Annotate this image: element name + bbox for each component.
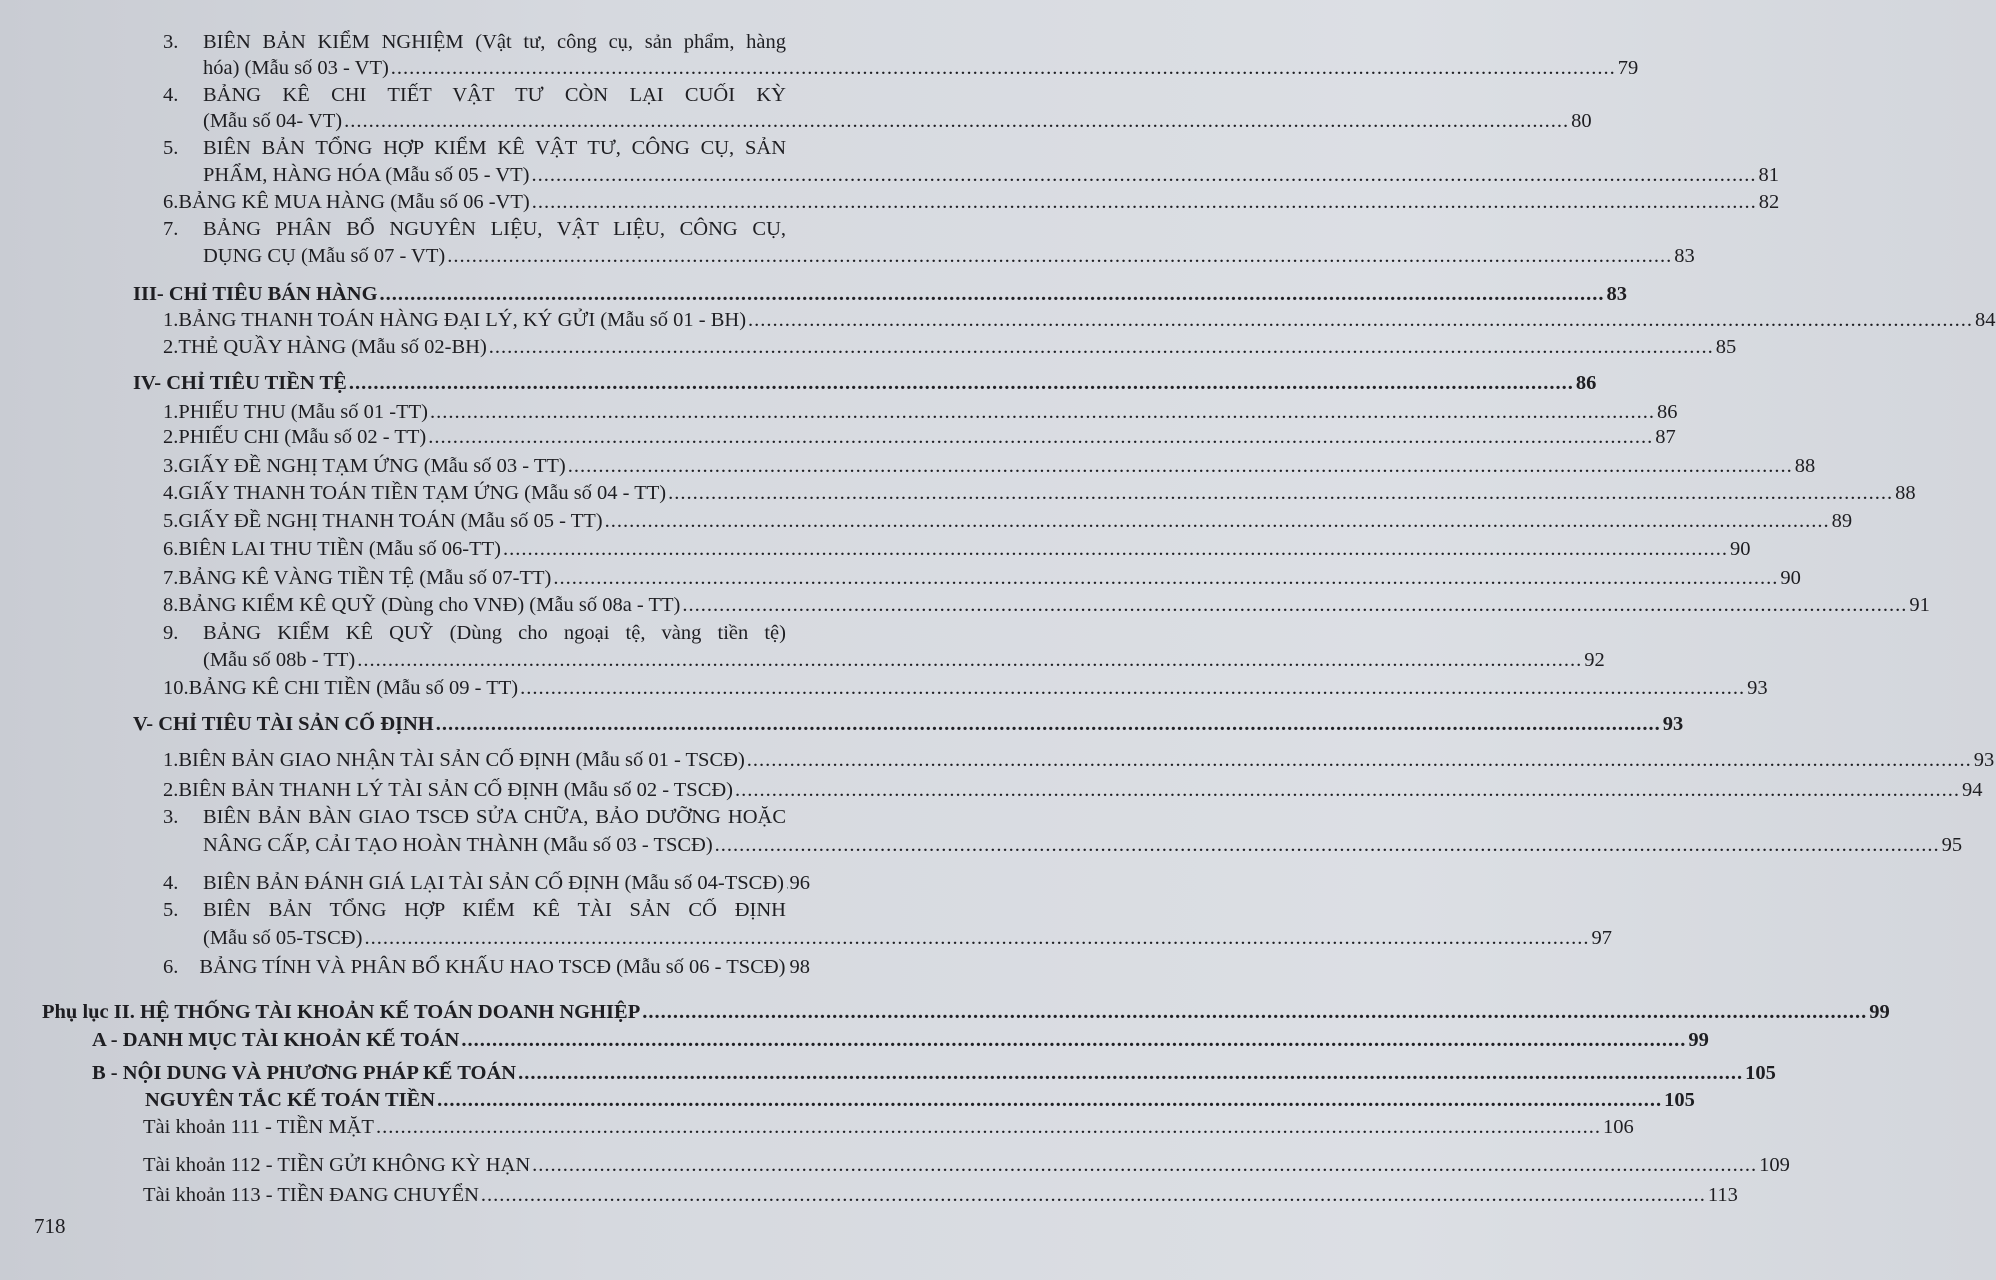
dot-leader: ........................................................................................................................................................................................................ <box>531 191 1757 213</box>
entry-title: V- CHỈ TIÊU TÀI SẢN CỐ ĐỊNH <box>133 713 434 735</box>
entry-page-number: 98 <box>789 956 810 978</box>
entry-number: 1. <box>163 309 179 331</box>
entry-title: BẢNG KIỂM KÊ QUỸ (Dùng cho ngoại tệ, vàng tiền tệ) <box>203 622 786 644</box>
entry-number: 5. <box>163 899 179 921</box>
entry-page-number: 86 <box>1575 372 1597 394</box>
entry-title: BẢNG KÊ CHI TIỀN (Mẫu số 09 - TT) <box>188 677 519 699</box>
entry-title: GIẤY ĐỀ NGHỊ THANH TOÁN (Mẫu số 05 - TT) <box>178 510 603 532</box>
entry-number: 4. <box>163 84 179 106</box>
entry-title: BẢNG KIỂM KÊ QUỸ (Dùng cho VNĐ) (Mẫu số 08a - TT) <box>178 594 681 616</box>
dot-leader: ........................................................................................................................................................................................................ <box>668 482 1894 504</box>
dot-leader: ........................................................................................................................................................................................................ <box>748 309 1974 331</box>
dot-leader: ........................................................................................................................................................................................................ <box>746 749 1972 771</box>
entry-page-number: 109 <box>1759 1154 1790 1176</box>
entry-title: IV- CHỈ TIÊU TIỀN TỆ <box>133 372 347 394</box>
entry-title: BẢNG KÊ VÀNG TIỀN TỆ (Mẫu số 07-TT) <box>178 567 552 589</box>
entry-number: 1. <box>163 401 179 423</box>
dot-leader: ........................................................................................................................................................................................................ <box>447 245 1673 267</box>
dot-leader: ........................................................................................................................................................................................................ <box>480 1184 1706 1206</box>
toc-entry-line <box>163 620 786 646</box>
entry-page-number: 99 <box>1869 1001 1890 1023</box>
toc-entry-line <box>133 711 1684 737</box>
entry-page-number: 83 <box>1674 245 1695 267</box>
dot-leader: ........................................................................................................................................................................................................ <box>531 164 1757 186</box>
entry-title: Phụ lục II. HỆ THỐNG TÀI KHOẢN KẾ TOÁN DOANH NGHIỆP <box>42 1001 641 1023</box>
entry-number: 3. <box>163 806 179 828</box>
entry-number: 4. <box>163 872 179 894</box>
entry-page-number: 105 <box>1664 1089 1695 1111</box>
toc-entry-line <box>163 399 1678 425</box>
dot-leader: ........................................................................................................................................................................................................ <box>437 1089 1663 1111</box>
entry-number: 3. <box>163 455 179 477</box>
toc-entry-line <box>163 592 1930 618</box>
toc-entry-line <box>133 281 1628 307</box>
entry-page-number: 94 <box>1962 779 1983 801</box>
entry-page-number: 93 <box>1662 713 1684 735</box>
entry-page-number: 99 <box>1688 1029 1709 1051</box>
dot-leader: ........................................................................................................................................................................................................ <box>461 1029 1687 1051</box>
entry-title: GIẤY THANH TOÁN TIỀN TẠM ỨNG (Mẫu số 04 - TT) <box>178 482 667 504</box>
toc-entry-line <box>163 307 1996 333</box>
toc-entry-line <box>163 424 1676 450</box>
toc-entry-line <box>203 55 1639 81</box>
toc-entry-line <box>163 565 1801 591</box>
dot-leader: ........................................................................................................................................................................................................ <box>357 649 1583 671</box>
toc-entry-line <box>203 925 1612 951</box>
entry-page-number: 81 <box>1758 164 1779 186</box>
entry-title: Tài khoản 112 - TIỀN GỬI KHÔNG KỲ HẠN <box>143 1154 531 1176</box>
entry-page-number: 93 <box>1747 677 1768 699</box>
entry-title: BIÊN BẢN KIỂM NGHIỆM (Vật tư, công cụ, sản phẩm, hàng <box>203 31 786 53</box>
dot-leader: ........................................................................................................................................................................................................ <box>553 567 1779 589</box>
toc-entry-line <box>163 334 1737 360</box>
toc-entry-line <box>92 1027 1709 1053</box>
entry-page-number: 93 <box>1973 749 1995 771</box>
toc-entry-line <box>163 954 810 980</box>
entry-number: 4. <box>163 482 179 504</box>
entry-number: 7. <box>163 218 179 240</box>
entry-title: B - NỘI DUNG VÀ PHƯƠNG PHÁP KẾ TOÁN <box>92 1062 517 1084</box>
toc-entry-line <box>163 216 786 242</box>
entry-title: GIẤY ĐỀ NGHỊ TẠM ỨNG (Mẫu số 03 - TT) <box>178 455 566 477</box>
toc-entry-line <box>163 29 786 55</box>
entry-page-number: 96 <box>789 872 810 894</box>
entry-title: BẢNG TÍNH VÀ PHÂN BỔ KHẤU HAO TSCĐ (Mẫu số 06 - TSCĐ) <box>199 956 786 978</box>
dot-leader: ........................................................................................................................................................................................................ <box>348 372 1574 394</box>
entry-page-number: 97 <box>1591 927 1612 949</box>
entry-number: 2. <box>163 779 179 801</box>
dot-leader: ........................................................................................................................................................................................................ <box>429 401 1655 423</box>
toc-entry-line <box>163 453 1816 479</box>
entry-number: 5. <box>163 510 179 532</box>
dot-leader: ........................................................................................................................................................................................................ <box>518 1062 1744 1084</box>
entry-page-number: 113 <box>1707 1184 1738 1206</box>
toc-entry-line <box>203 162 1779 188</box>
entry-number: 2. <box>163 426 179 448</box>
entry-title: Tài khoản 113 - TIỀN ĐANG CHUYỂN <box>143 1184 479 1206</box>
entry-title: PHẨM, HÀNG HÓA (Mẫu số 05 - VT) <box>203 164 530 186</box>
entry-title: BIÊN LAI THU TIỀN (Mẫu số 06-TT) <box>178 538 501 560</box>
dot-leader: ........................................................................................................................................................................................................ <box>642 1001 1868 1023</box>
entry-page-number: 84 <box>1975 309 1996 331</box>
entry-number: 9. <box>163 622 179 644</box>
toc-entry-line <box>145 1087 1695 1113</box>
entry-page-number: 90 <box>1780 567 1801 589</box>
entry-page-number: 105 <box>1745 1062 1776 1084</box>
entry-number: 2. <box>163 336 179 358</box>
toc-entry-line <box>163 536 1751 562</box>
toc-entry-line <box>143 1182 1738 1208</box>
toc-entry-line <box>163 747 1995 773</box>
dot-leader: ........................................................................................................................................................................................................ <box>428 426 1654 448</box>
dot-leader: ........................................................................................................................................................................................................ <box>435 713 1661 735</box>
entry-title: hóa) (Mẫu số 03 - VT) <box>203 57 389 79</box>
dot-leader: ........................................................................................................................................................................................................ <box>682 594 1908 616</box>
entry-number: 6. <box>163 956 179 978</box>
toc-entry-line <box>203 108 1592 134</box>
entry-page-number: 88 <box>1895 482 1916 504</box>
dot-leader: ........................................................................................................................................................................................................ <box>503 538 1728 560</box>
toc-entry-line <box>163 870 810 896</box>
dot-leader: ........................................................................................................................................................................................................ <box>344 110 1570 132</box>
entry-page-number: 89 <box>1831 510 1853 532</box>
entry-page-number: 90 <box>1730 538 1751 560</box>
toc-entry-line <box>163 777 1983 803</box>
entry-title: BIÊN BẢN GIAO NHẬN TÀI SẢN CỐ ĐỊNH (Mẫu số 01 - TSCĐ) <box>178 749 745 771</box>
entry-page-number: 87 <box>1655 426 1676 448</box>
toc-entry-line <box>163 480 1916 506</box>
entry-page-number: 79 <box>1617 57 1639 79</box>
entry-title: PHIẾU CHI (Mẫu số 02 - TT) <box>178 426 427 448</box>
entry-title: NÂNG CẤP, CẢI TẠO HOÀN THÀNH (Mẫu số 03 - TSCĐ) <box>203 834 713 856</box>
toc-entry-line <box>143 1114 1634 1140</box>
toc-entry-line <box>163 897 786 923</box>
toc-entry-line <box>203 243 1695 269</box>
entry-number: 6. <box>163 538 179 560</box>
dot-leader: ........................................................................................................................................................................................................ <box>364 927 1590 949</box>
entry-page-number: 88 <box>1794 455 1816 477</box>
entry-title: A - DANH MỤC TÀI KHOẢN KẾ TOÁN <box>92 1029 460 1051</box>
dot-leader: ........................................................................................................................................................................................................ <box>520 677 1746 699</box>
toc-entry-line <box>163 189 1780 215</box>
toc-entry-line <box>203 832 1963 858</box>
toc-entry-line <box>163 804 786 830</box>
entry-title: BIÊN BẢN ĐÁNH GIÁ LẠI TÀI SẢN CỐ ĐỊNH (Mẫu số 04-TSCĐ) <box>203 872 784 894</box>
dot-leader <box>786 870 788 896</box>
dot-leader: ........................................................................................................................................................................................................ <box>379 283 1605 305</box>
dot-leader: ........................................................................................................................................................................................................ <box>714 834 1940 856</box>
dot-leader: ........................................................................................................................................................................................................ <box>604 510 1830 532</box>
entry-number: 10. <box>163 677 189 699</box>
entry-title: III- CHỈ TIÊU BÁN HÀNG <box>133 283 378 305</box>
toc-entry-line <box>163 82 786 108</box>
entry-title: (Mẫu số 04- VT) <box>203 110 343 132</box>
toc-entry-line <box>92 1060 1776 1086</box>
entry-title: Tài khoản 111 - TIỀN MẶT <box>143 1116 374 1138</box>
entry-number: 3. <box>163 31 179 53</box>
entry-page-number: 80 <box>1571 110 1592 132</box>
entry-title: BẢNG KÊ MUA HÀNG (Mẫu số 06 -VT) <box>178 191 530 213</box>
entry-number: 7. <box>163 567 179 589</box>
toc-entry-line <box>133 370 1597 396</box>
dot-leader: ........................................................................................................................................................................................................ <box>532 1154 1758 1176</box>
dot-leader: ........................................................................................................................................................................................................ <box>390 57 1616 79</box>
entry-page-number: 106 <box>1602 1116 1634 1138</box>
entry-title: DỤNG CỤ (Mẫu số 07 - VT) <box>203 245 446 267</box>
entry-page-number: 92 <box>1584 649 1605 671</box>
page-number: 718 <box>34 1214 66 1238</box>
entry-number: 6. <box>163 191 179 213</box>
entry-page-number: 83 <box>1606 283 1628 305</box>
dot-leader: ........................................................................................................................................................................................................ <box>567 455 1793 477</box>
entry-title: BIÊN BẢN TỔNG HỢP KIỂM KÊ TÀI SẢN CỐ ĐỊNH <box>203 899 786 921</box>
entry-number: 1. <box>163 749 179 771</box>
dot-leader: ........................................................................................................................................................................................................ <box>735 779 1961 801</box>
entry-title: BẢNG KÊ CHI TIẾT VẬT TƯ CÒN LẠI CUỐI KỲ <box>203 84 786 106</box>
entry-title: BẢNG THANH TOÁN HÀNG ĐẠI LÝ, KÝ GỬI (Mẫu số 01 - BH) <box>178 309 747 331</box>
entry-page-number: 82 <box>1758 191 1780 213</box>
entry-page-number: 95 <box>1941 834 1963 856</box>
entry-number: 5. <box>163 137 179 159</box>
entry-page-number: 85 <box>1715 336 1737 358</box>
dot-leader: ........................................................................................................................................................................................................ <box>375 1116 1601 1138</box>
dot-leader: ........................................................................................................................................................................................................ <box>488 336 1714 358</box>
entry-number: 8. <box>163 594 179 616</box>
entry-title: (Mẫu số 08b - TT) <box>203 649 356 671</box>
entry-title: BẢNG PHÂN BỔ NGUYÊN LIỆU, VẬT LIỆU, CÔNG CỤ, <box>203 218 786 240</box>
entry-title: (Mẫu số 05-TSCĐ) <box>203 927 363 949</box>
toc-entry-line <box>163 135 786 161</box>
entry-page-number: 86 <box>1656 401 1678 423</box>
entry-page-number: 91 <box>1909 594 1930 616</box>
entry-title: THẺ QUẦY HÀNG (Mẫu số 02-BH) <box>178 336 487 358</box>
entry-title: BIÊN BẢN THANH LÝ TÀI SẢN CỐ ĐỊNH (Mẫu số 02 - TSCĐ) <box>178 779 734 801</box>
entry-title: NGUYÊN TẮC KẾ TOÁN TIỀN <box>145 1089 436 1111</box>
toc-entry-line <box>163 675 1768 701</box>
toc-entry-line <box>143 1152 1790 1178</box>
entry-title: PHIẾU THU (Mẫu số 01 -TT) <box>178 401 428 423</box>
entry-title: BIÊN BẢN TỔNG HỢP KIỂM KÊ VẬT TƯ, CÔNG CỤ, SẢN <box>203 137 786 159</box>
toc-entry-line <box>203 647 1605 673</box>
entry-title: BIÊN BẢN BÀN GIAO TSCĐ SỬA CHỮA, BẢO DƯỠNG HOẶC <box>203 806 786 828</box>
toc-entry-line <box>42 999 1890 1025</box>
toc-entry-line <box>163 508 1853 534</box>
